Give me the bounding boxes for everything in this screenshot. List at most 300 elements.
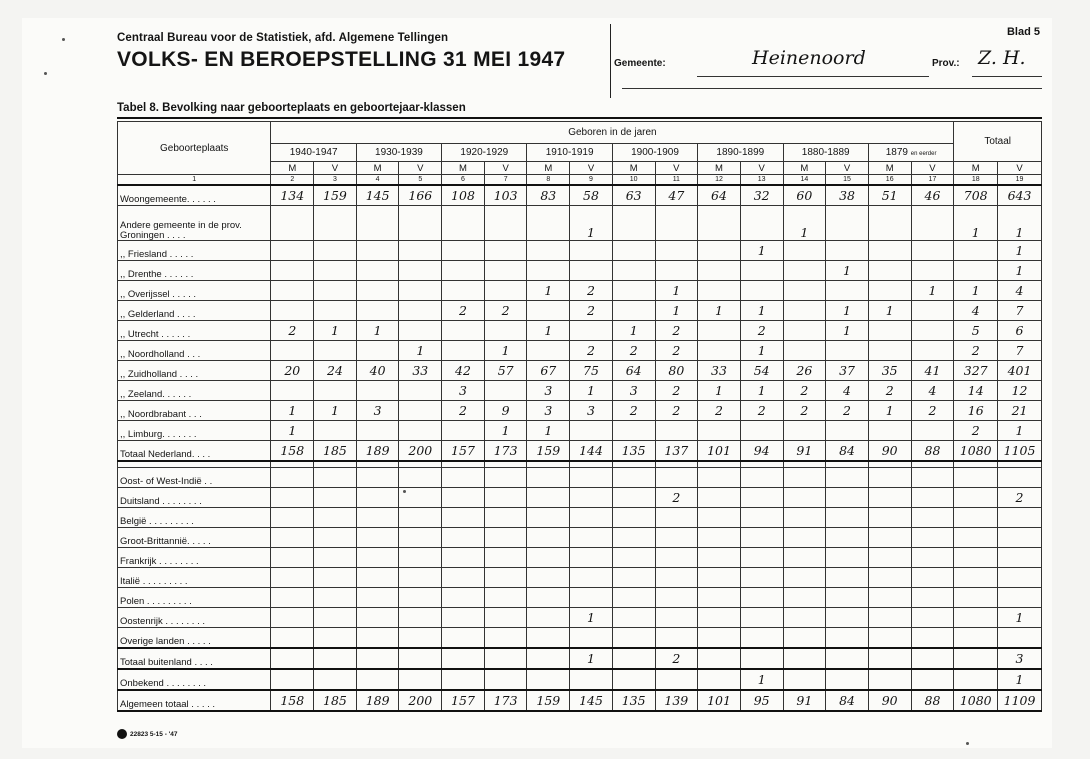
count-cell: 9	[484, 401, 527, 421]
count-cell: 158	[271, 690, 314, 711]
count-cell	[271, 206, 314, 241]
count-cell	[612, 241, 655, 261]
count-cell	[356, 341, 399, 361]
count-cell	[954, 608, 998, 628]
count-cell	[612, 301, 655, 321]
count-cell	[911, 206, 954, 241]
count-cell: 64	[612, 361, 655, 381]
count-cell	[954, 488, 998, 508]
count-cell	[484, 281, 527, 301]
count-cell: 57	[484, 361, 527, 381]
count-cell	[740, 421, 783, 441]
year-header-label: 1910-1919	[545, 147, 594, 158]
count-cell	[826, 628, 869, 649]
count-cell	[399, 301, 442, 321]
count-cell	[998, 588, 1042, 608]
row-label: ,, Zeeland. . . . . .	[118, 381, 271, 401]
count-cell: 2	[655, 321, 698, 341]
geboorteplaats-header: Geboorteplaats	[118, 122, 271, 175]
count-cell: 51	[868, 185, 911, 206]
count-cell	[783, 488, 826, 508]
count-cell	[314, 341, 357, 361]
count-cell: 2	[954, 341, 998, 361]
count-cell: 101	[698, 441, 741, 462]
count-cell	[314, 301, 357, 321]
count-cell: 1	[314, 401, 357, 421]
row-label: ,, Friesland . . . . .	[118, 241, 271, 261]
count-cell	[998, 468, 1042, 488]
count-cell	[868, 241, 911, 261]
count-cell: 4	[911, 381, 954, 401]
count-cell	[954, 548, 998, 568]
count-cell	[954, 528, 998, 548]
count-cell	[356, 628, 399, 649]
count-cell	[314, 468, 357, 488]
count-cell	[314, 508, 357, 528]
count-cell	[442, 281, 485, 301]
count-cell: 12	[998, 381, 1042, 401]
count-cell	[655, 628, 698, 649]
count-cell	[911, 568, 954, 588]
count-cell	[484, 468, 527, 488]
count-cell: 708	[954, 185, 998, 206]
count-cell: 37	[826, 361, 869, 381]
row-label: Oost- of West-Indië . .	[118, 468, 271, 488]
count-cell: 1	[998, 608, 1042, 628]
count-cell	[314, 281, 357, 301]
male-column-header: M	[271, 162, 314, 175]
count-cell: 173	[484, 441, 527, 462]
count-cell	[271, 528, 314, 548]
year-header-label: 1880-1889	[801, 147, 850, 158]
table-row	[118, 628, 1042, 649]
count-cell	[740, 281, 783, 301]
count-cell: 14	[954, 381, 998, 401]
count-cell	[356, 669, 399, 690]
count-cell: 135	[612, 441, 655, 462]
count-cell	[826, 341, 869, 361]
count-cell: 200	[399, 441, 442, 462]
count-cell: 63	[612, 185, 655, 206]
row-label: ,, Noordholland . . .	[118, 341, 271, 361]
count-cell	[484, 568, 527, 588]
count-cell: 1	[740, 301, 783, 321]
column-number: 3	[314, 175, 357, 186]
count-cell	[698, 528, 741, 548]
totaal-header: Totaal	[954, 122, 1042, 162]
count-cell	[740, 508, 783, 528]
count-cell	[442, 548, 485, 568]
count-cell	[399, 548, 442, 568]
count-cell	[527, 548, 570, 568]
count-cell	[612, 628, 655, 649]
count-cell	[698, 508, 741, 528]
count-cell: 46	[911, 185, 954, 206]
count-cell	[954, 261, 998, 281]
count-cell: 1	[998, 241, 1042, 261]
count-cell	[954, 241, 998, 261]
count-cell	[570, 548, 613, 568]
table-row	[118, 608, 1042, 628]
count-cell	[911, 421, 954, 441]
count-cell: 1	[998, 261, 1042, 281]
count-cell	[740, 468, 783, 488]
year-header-4	[612, 144, 697, 162]
row-label: Overige landen . . . . .	[118, 628, 271, 649]
census-table	[117, 121, 1042, 712]
count-cell	[911, 488, 954, 508]
province-value: Z. H.	[978, 47, 1026, 69]
female-column-header: V	[740, 162, 783, 175]
table-row	[118, 185, 1042, 206]
count-cell	[570, 508, 613, 528]
count-cell	[271, 608, 314, 628]
count-cell: 145	[356, 185, 399, 206]
count-cell	[911, 648, 954, 669]
count-cell	[527, 669, 570, 690]
count-cell: 1	[868, 401, 911, 421]
count-cell	[868, 588, 911, 608]
count-cell: 189	[356, 690, 399, 711]
count-cell	[868, 468, 911, 488]
table-row	[118, 690, 1042, 711]
count-cell: 1	[527, 421, 570, 441]
count-cell	[314, 206, 357, 241]
count-cell	[783, 669, 826, 690]
count-cell: 2	[740, 321, 783, 341]
row-label: België . . . . . . . . .	[118, 508, 271, 528]
count-cell	[954, 508, 998, 528]
count-cell	[314, 381, 357, 401]
table-row	[118, 468, 1042, 488]
count-cell: 75	[570, 361, 613, 381]
count-cell	[484, 241, 527, 261]
count-cell	[442, 528, 485, 548]
count-cell	[954, 468, 998, 488]
count-cell	[826, 648, 869, 669]
table-row	[118, 301, 1042, 321]
count-cell	[826, 508, 869, 528]
count-cell	[868, 508, 911, 528]
row-label: Algemeen totaal . . . . .	[118, 690, 271, 711]
count-cell: 3	[442, 381, 485, 401]
count-cell	[442, 588, 485, 608]
table-row	[118, 361, 1042, 381]
count-cell	[356, 206, 399, 241]
count-cell	[954, 669, 998, 690]
count-cell	[868, 648, 911, 669]
row-label: Totaal Nederland. . . .	[118, 441, 271, 462]
count-cell	[314, 608, 357, 628]
count-cell	[740, 608, 783, 628]
count-cell	[783, 281, 826, 301]
count-cell	[271, 381, 314, 401]
female-column-header: V	[484, 162, 527, 175]
count-cell	[740, 588, 783, 608]
count-cell	[527, 468, 570, 488]
count-cell	[826, 608, 869, 628]
count-cell: 1	[527, 281, 570, 301]
count-cell	[527, 568, 570, 588]
count-cell: 16	[954, 401, 998, 421]
row-label: ,, Gelderland . . . .	[118, 301, 271, 321]
count-cell: 40	[356, 361, 399, 381]
count-cell	[868, 548, 911, 568]
count-cell: 2	[998, 488, 1042, 508]
count-cell	[698, 261, 741, 281]
count-cell: 189	[356, 441, 399, 462]
count-cell	[698, 608, 741, 628]
count-cell	[484, 548, 527, 568]
count-cell	[356, 241, 399, 261]
count-cell: 1	[740, 241, 783, 261]
count-cell	[783, 548, 826, 568]
count-cell: 1	[356, 321, 399, 341]
year-header-7	[868, 144, 954, 162]
count-cell: 159	[314, 185, 357, 206]
count-cell	[698, 669, 741, 690]
count-cell	[740, 528, 783, 548]
male-column-header: M	[954, 162, 998, 175]
count-cell	[911, 588, 954, 608]
count-cell	[399, 206, 442, 241]
count-cell	[314, 488, 357, 508]
count-cell: 1080	[954, 441, 998, 462]
count-cell	[570, 669, 613, 690]
count-cell	[484, 508, 527, 528]
scan-speck	[403, 490, 406, 493]
count-cell: 108	[442, 185, 485, 206]
count-cell	[698, 421, 741, 441]
count-cell	[612, 669, 655, 690]
count-cell	[655, 508, 698, 528]
geboren-header: Geboren in de jaren	[271, 122, 954, 144]
count-cell	[527, 301, 570, 321]
count-cell	[655, 669, 698, 690]
count-cell: 1	[998, 669, 1042, 690]
row-label: Andere gemeente in de prov. Groningen . . . .	[118, 206, 271, 241]
count-cell	[698, 568, 741, 588]
count-cell: 47	[655, 185, 698, 206]
gemeente-value: Heinenoord	[752, 47, 866, 69]
female-column-header: V	[314, 162, 357, 175]
column-number: 4	[356, 175, 399, 186]
table-row	[118, 421, 1042, 441]
count-cell: 38	[826, 185, 869, 206]
male-column-header: M	[356, 162, 399, 175]
count-cell	[655, 608, 698, 628]
scan-speck	[44, 72, 47, 75]
count-cell: 185	[314, 690, 357, 711]
count-cell	[314, 261, 357, 281]
count-cell	[868, 568, 911, 588]
count-cell	[911, 261, 954, 281]
count-cell: 1	[698, 301, 741, 321]
count-cell: 3	[527, 381, 570, 401]
count-cell	[570, 468, 613, 488]
count-cell: 1	[527, 321, 570, 341]
count-cell: 67	[527, 361, 570, 381]
count-cell	[271, 488, 314, 508]
year-header-3	[527, 144, 612, 162]
count-cell: 84	[826, 690, 869, 711]
count-cell	[527, 528, 570, 548]
count-cell	[698, 341, 741, 361]
row-label: Groot-Brittannië. . . . .	[118, 528, 271, 548]
count-cell: 33	[698, 361, 741, 381]
count-cell: 2	[612, 401, 655, 421]
table-row	[118, 281, 1042, 301]
count-cell	[442, 508, 485, 528]
count-cell	[570, 261, 613, 281]
count-cell	[527, 261, 570, 281]
count-cell	[612, 206, 655, 241]
count-cell: 135	[612, 690, 655, 711]
gemeente-label: Gemeente:	[614, 58, 666, 69]
count-cell: 90	[868, 441, 911, 462]
row-label: Onbekend . . . . . . . .	[118, 669, 271, 690]
column-number: 2	[271, 175, 314, 186]
count-cell	[783, 508, 826, 528]
count-cell	[356, 528, 399, 548]
count-cell: 134	[271, 185, 314, 206]
count-cell: 80	[655, 361, 698, 381]
count-cell	[314, 588, 357, 608]
count-cell: 3	[998, 648, 1042, 669]
province-label: Prov.:	[932, 58, 960, 69]
count-cell	[783, 321, 826, 341]
count-cell	[527, 488, 570, 508]
count-cell	[612, 528, 655, 548]
count-cell	[314, 648, 357, 669]
count-cell	[356, 648, 399, 669]
count-cell	[612, 648, 655, 669]
count-cell	[655, 588, 698, 608]
count-cell	[911, 468, 954, 488]
count-cell: 88	[911, 690, 954, 711]
count-cell	[655, 261, 698, 281]
count-cell: 2	[655, 648, 698, 669]
count-cell: 1080	[954, 690, 998, 711]
count-cell	[271, 261, 314, 281]
count-cell: 2	[570, 341, 613, 361]
count-cell: 2	[911, 401, 954, 421]
column-number: 12	[698, 175, 741, 186]
table-title: Tabel 8. Bevolking naar geboorteplaats en geboortejaar-klassen	[117, 102, 466, 114]
count-cell	[527, 648, 570, 669]
count-cell	[826, 588, 869, 608]
count-cell	[399, 628, 442, 649]
count-cell: 2	[655, 341, 698, 361]
table-row	[118, 568, 1042, 588]
count-cell	[826, 488, 869, 508]
count-cell: 33	[399, 361, 442, 381]
count-cell	[740, 488, 783, 508]
count-cell: 1	[655, 281, 698, 301]
count-cell	[655, 528, 698, 548]
count-cell	[271, 568, 314, 588]
count-cell	[698, 321, 741, 341]
header-underline	[622, 88, 1042, 89]
count-cell: 1	[698, 381, 741, 401]
column-number: 10	[612, 175, 655, 186]
column-number: 11	[655, 175, 698, 186]
count-cell: 4	[954, 301, 998, 321]
census-title: VOLKS- EN BEROEPSTELLING 31 MEI 1947	[117, 48, 566, 71]
count-cell: 1	[998, 206, 1042, 241]
count-cell	[570, 321, 613, 341]
count-cell	[570, 628, 613, 649]
count-cell	[655, 241, 698, 261]
table-row	[118, 241, 1042, 261]
count-cell: 3	[612, 381, 655, 401]
count-cell	[740, 206, 783, 241]
count-cell: 103	[484, 185, 527, 206]
count-cell: 1	[570, 206, 613, 241]
count-cell	[484, 321, 527, 341]
row-label: Totaal buitenland . . . .	[118, 648, 271, 669]
count-cell	[655, 206, 698, 241]
count-cell	[484, 528, 527, 548]
year-header-label: 1940-1947	[289, 147, 338, 158]
print-code	[117, 729, 177, 739]
count-cell	[314, 669, 357, 690]
year-header-label: 1879	[885, 147, 908, 158]
column-number: 7	[484, 175, 527, 186]
year-header-0	[271, 144, 356, 162]
row-label: Polen . . . . . . . . .	[118, 588, 271, 608]
count-cell	[399, 468, 442, 488]
count-cell: 2	[655, 488, 698, 508]
count-cell: 60	[783, 185, 826, 206]
count-cell: 1	[911, 281, 954, 301]
count-cell	[314, 528, 357, 548]
count-cell: 139	[655, 690, 698, 711]
row-label: ,, Noordbrabant . . .	[118, 401, 271, 421]
count-cell	[484, 588, 527, 608]
count-cell	[826, 468, 869, 488]
year-header-label: 1920-1929	[460, 147, 509, 158]
count-cell	[442, 468, 485, 488]
count-cell	[570, 488, 613, 508]
count-cell	[783, 628, 826, 649]
count-cell: 1109	[998, 690, 1042, 711]
count-cell: 58	[570, 185, 613, 206]
count-cell	[356, 381, 399, 401]
count-cell	[399, 381, 442, 401]
count-cell: 327	[954, 361, 998, 381]
row-label: ,, Utrecht . . . . . .	[118, 321, 271, 341]
count-cell: 91	[783, 441, 826, 462]
table-row	[118, 669, 1042, 690]
count-cell: 1	[612, 321, 655, 341]
count-cell	[527, 588, 570, 608]
count-cell	[442, 206, 485, 241]
count-cell	[698, 588, 741, 608]
count-cell	[399, 528, 442, 548]
table-row	[118, 441, 1042, 462]
count-cell	[442, 669, 485, 690]
count-cell: 1	[740, 341, 783, 361]
count-cell	[783, 568, 826, 588]
count-cell	[868, 261, 911, 281]
count-cell	[740, 628, 783, 649]
count-cell	[612, 468, 655, 488]
count-cell	[826, 528, 869, 548]
count-cell	[655, 548, 698, 568]
row-label: Frankrijk . . . . . . . .	[118, 548, 271, 568]
count-cell	[783, 421, 826, 441]
